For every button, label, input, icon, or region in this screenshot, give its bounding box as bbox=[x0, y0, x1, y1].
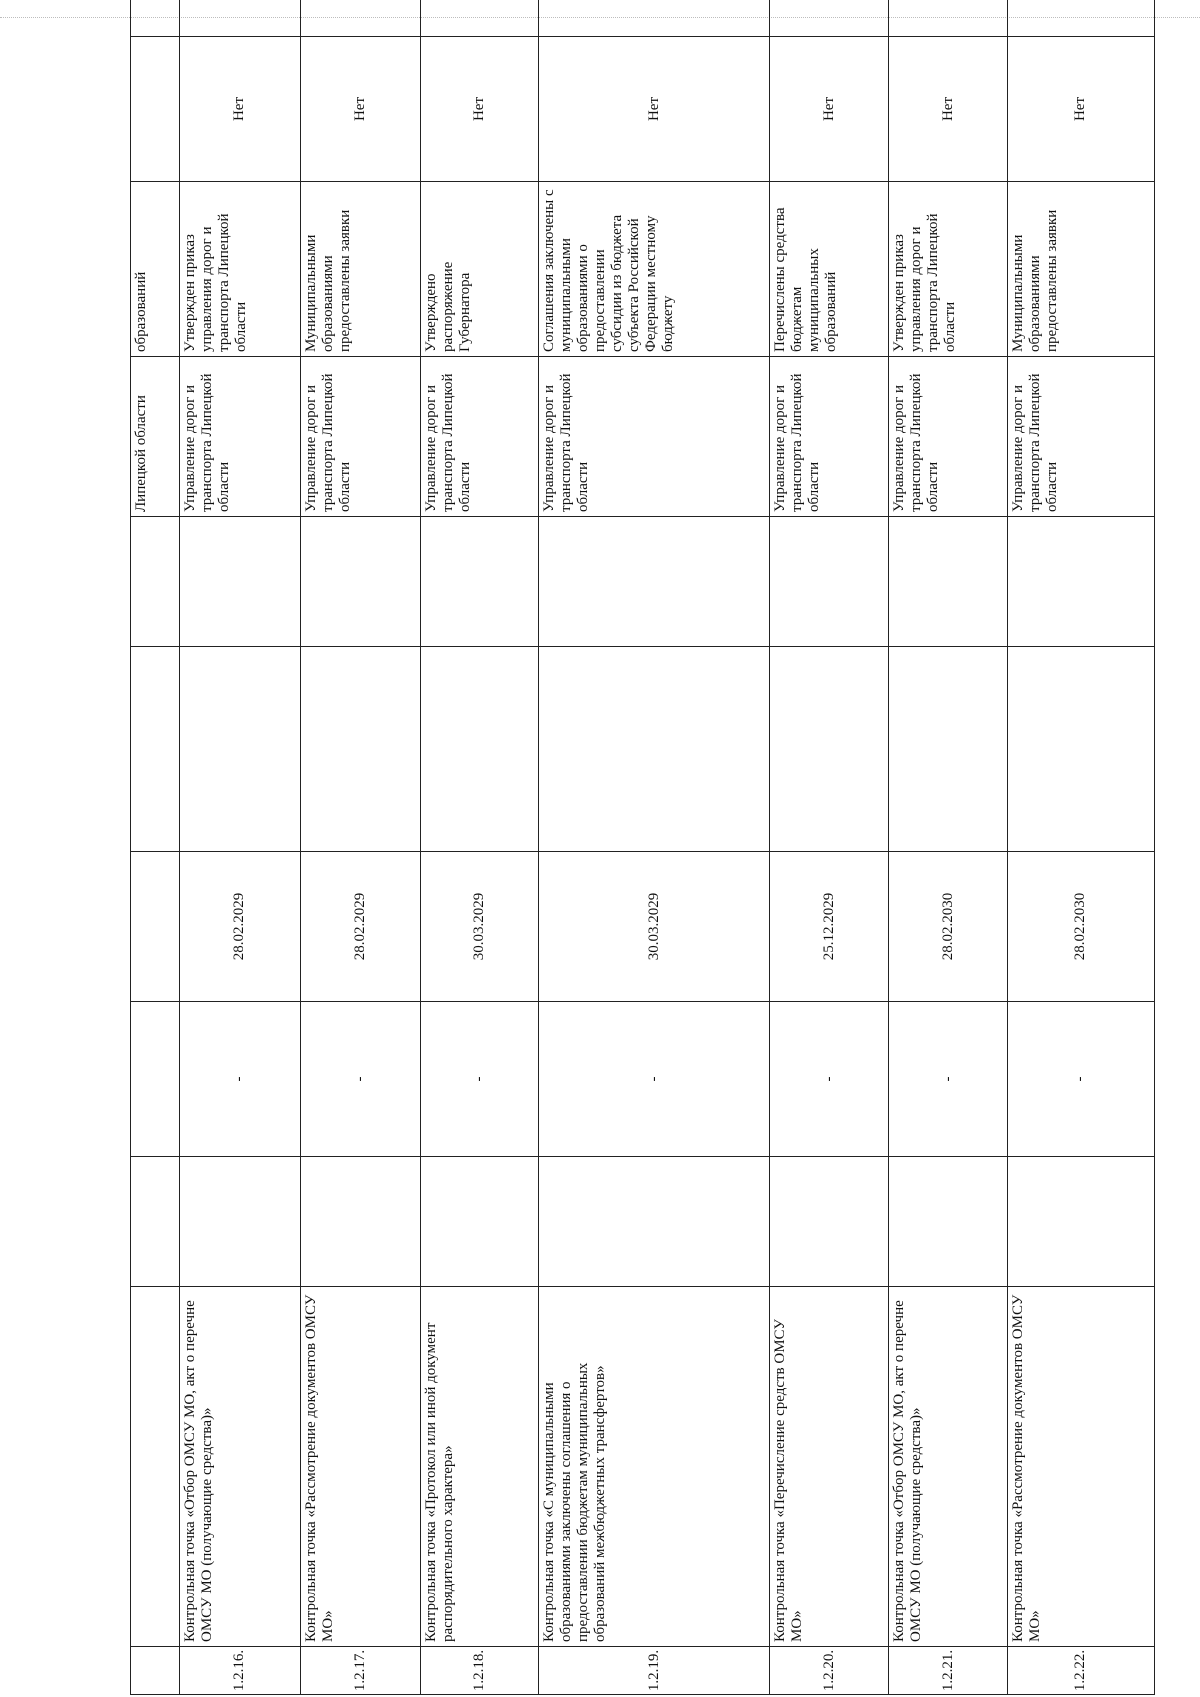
row-end-date: 30.03.2029 bbox=[539, 852, 770, 1002]
header-cell-gis bbox=[131, 37, 180, 182]
table-row bbox=[300, 0, 420, 1695]
row-empty-4 bbox=[180, 0, 300, 37]
row-gis-flag: Нет bbox=[539, 37, 770, 182]
row-start-date: - bbox=[1007, 1002, 1154, 1157]
row-name: Контрольная точка «Рассмотрение документов ОМСУ МО» bbox=[300, 1287, 420, 1647]
row-start-date: - bbox=[889, 1002, 1007, 1157]
rotated-table-sheet bbox=[130, 60, 1155, 1695]
row-end-date: 30.03.2029 bbox=[421, 852, 539, 1002]
row-responsible: Управление дорог и транспорта Липецкой области bbox=[1007, 357, 1154, 517]
row-end-date: 28.02.2030 bbox=[889, 852, 1007, 1002]
row-start-date: - bbox=[770, 1002, 889, 1157]
row-empty-2 bbox=[539, 647, 770, 852]
row-responsible: Управление дорог и транспорта Липецкой области bbox=[421, 357, 539, 517]
row-responsible: Управление дорог и транспорта Липецкой области bbox=[770, 357, 889, 517]
row-empty-2 bbox=[180, 647, 300, 852]
row-end-date: 28.02.2029 bbox=[300, 852, 420, 1002]
row-result: Утверждено распоряжение Губернатора bbox=[421, 182, 539, 357]
row-start-date: - bbox=[180, 1002, 300, 1157]
row-empty-2 bbox=[300, 647, 420, 852]
row-result: Утвержден приказ управления дорог и транспорта Липецкой области bbox=[180, 182, 300, 357]
row-gis-flag: Нет bbox=[770, 37, 889, 182]
row-empty-1 bbox=[421, 1157, 539, 1287]
row-empty-3 bbox=[300, 517, 420, 647]
row-gis-flag: Нет bbox=[889, 37, 1007, 182]
header-cell-number bbox=[131, 1647, 180, 1695]
row-name: Контрольная точка «С муниципальными образованиями заключены соглашения о предоставлении бюджетам муниципальных образований межбюджетных трансфертов» bbox=[539, 1287, 770, 1647]
row-name: Контрольная точка «Отбор ОМСУ МО, акт о перечне ОМСУ МО (получающие средства)» bbox=[180, 1287, 300, 1647]
row-name: Контрольная точка «Протокол или иной документ распорядительного характера» bbox=[421, 1287, 539, 1647]
row-responsible: Управление дорог и транспорта Липецкой области bbox=[180, 357, 300, 517]
row-result: Утвержден приказ управления дорог и транспорта Липецкой области bbox=[889, 182, 1007, 357]
table-row bbox=[770, 0, 889, 1695]
row-empty-4 bbox=[770, 0, 889, 37]
row-empty-3 bbox=[539, 517, 770, 647]
row-empty-2 bbox=[1007, 647, 1154, 852]
row-empty-1 bbox=[889, 1157, 1007, 1287]
header-cell-empty-3 bbox=[131, 517, 180, 647]
table-row bbox=[180, 0, 300, 1695]
row-responsible: Управление дорог и транспорта Липецкой области bbox=[300, 357, 420, 517]
row-start-date: - bbox=[300, 1002, 420, 1157]
table-row bbox=[1007, 0, 1154, 1695]
row-start-date: - bbox=[539, 1002, 770, 1157]
row-empty-4 bbox=[889, 0, 1007, 37]
table-row bbox=[539, 0, 770, 1695]
row-responsible: Управление дорог и транспорта Липецкой области bbox=[539, 357, 770, 517]
row-empty-2 bbox=[770, 647, 889, 852]
row-empty-4 bbox=[300, 0, 420, 37]
row-empty-1 bbox=[1007, 1157, 1154, 1287]
row-empty-2 bbox=[421, 647, 539, 852]
row-empty-4 bbox=[421, 0, 539, 37]
header-cell-result: образований bbox=[131, 182, 180, 357]
row-empty-3 bbox=[889, 517, 1007, 647]
header-cell-empty bbox=[131, 1157, 180, 1287]
row-empty-1 bbox=[770, 1157, 889, 1287]
row-end-date: 25.12.2029 bbox=[770, 852, 889, 1002]
row-empty-3 bbox=[421, 517, 539, 647]
control-points-table bbox=[130, 0, 1155, 1695]
row-gis-flag: Нет bbox=[1007, 37, 1154, 182]
row-end-date: 28.02.2029 bbox=[180, 852, 300, 1002]
row-number: 1.2.17. bbox=[300, 1647, 420, 1695]
row-name: Контрольная точка «Перечисление средств ОМСУ МО» bbox=[770, 1287, 889, 1647]
table-row bbox=[421, 0, 539, 1695]
row-result: Муниципальными образованиями предоставлены заявки bbox=[300, 182, 420, 357]
row-empty-1 bbox=[180, 1157, 300, 1287]
row-gis-flag: Нет bbox=[300, 37, 420, 182]
table-row bbox=[889, 0, 1007, 1695]
row-number: 1.2.18. bbox=[421, 1647, 539, 1695]
row-number: 1.2.19. bbox=[539, 1647, 770, 1695]
row-number: 1.2.21. bbox=[889, 1647, 1007, 1695]
row-empty-3 bbox=[770, 517, 889, 647]
row-result: Соглашения заключены с муниципальными образованиями о предоставлении субсидии из бюджета субъекта Российской Федерации местному бюджету bbox=[539, 182, 770, 357]
table-header-row bbox=[131, 0, 180, 1695]
row-empty-4 bbox=[539, 0, 770, 37]
row-number: 1.2.16. bbox=[180, 1647, 300, 1695]
header-cell-name bbox=[131, 1287, 180, 1647]
header-cell-end bbox=[131, 852, 180, 1002]
header-cell-empty-2 bbox=[131, 647, 180, 852]
row-result: Перечислены средства бюджетам муниципальных образований bbox=[770, 182, 889, 357]
header-cell-responsible: Липецкой области bbox=[131, 357, 180, 517]
row-start-date: - bbox=[421, 1002, 539, 1157]
row-responsible: Управление дорог и транспорта Липецкой области bbox=[889, 357, 1007, 517]
row-empty-2 bbox=[889, 647, 1007, 852]
row-gis-flag: Нет bbox=[180, 37, 300, 182]
row-number: 1.2.20. bbox=[770, 1647, 889, 1695]
row-empty-3 bbox=[1007, 517, 1154, 647]
row-result: Муниципальными образованиями предоставлены заявки bbox=[1007, 182, 1154, 357]
header-cell-trailing bbox=[131, 0, 180, 37]
row-empty-3 bbox=[180, 517, 300, 647]
row-number: 1.2.22. bbox=[1007, 1647, 1154, 1695]
row-empty-1 bbox=[300, 1157, 420, 1287]
row-end-date: 28.02.2030 bbox=[1007, 852, 1154, 1002]
row-name: Контрольная точка «Отбор ОМСУ МО, акт о перечне ОМСУ МО (получающие средства)» bbox=[889, 1287, 1007, 1647]
row-empty-4 bbox=[1007, 0, 1154, 37]
row-name: Контрольная точка «Рассмотрение документов ОМСУ МО» bbox=[1007, 1287, 1154, 1647]
header-cell-start bbox=[131, 1002, 180, 1157]
row-empty-1 bbox=[539, 1157, 770, 1287]
row-gis-flag: Нет bbox=[421, 37, 539, 182]
